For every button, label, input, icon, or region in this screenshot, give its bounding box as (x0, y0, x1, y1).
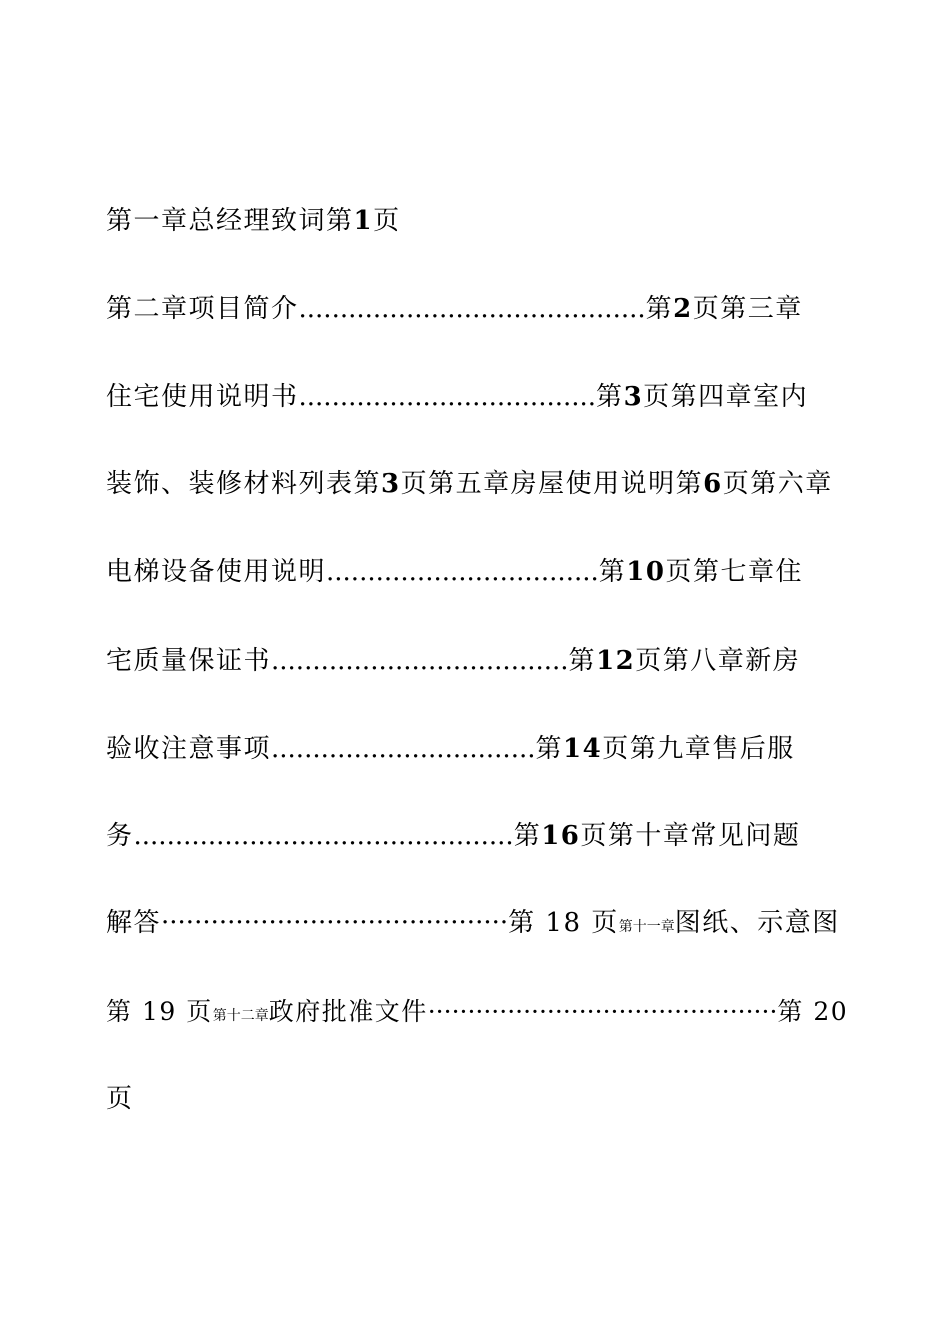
toc-segment: 页第七章住 (665, 557, 803, 587)
toc-line-11 (106, 1082, 134, 1116)
toc-segment: 第二章项目简介 (106, 294, 299, 324)
toc-line-5 (106, 555, 803, 589)
toc-segment: 第 (598, 557, 627, 587)
toc-segment: ................................ (271, 734, 536, 764)
toc-segment: 页第六章 (722, 469, 833, 499)
toc-segment: 页第三章 (692, 294, 803, 324)
toc-segment: 第 (513, 821, 542, 851)
toc-segment: 第 (535, 734, 563, 764)
toc-segment: 务 (106, 821, 134, 851)
toc-segment: 第 (568, 646, 597, 676)
toc-segment: 页第四章室内 (643, 382, 809, 412)
toc-line-4 (106, 467, 833, 501)
toc-segment: .......................................... (298, 294, 646, 324)
toc-segment: 电梯设备使用说明 (106, 557, 327, 587)
toc-segment: 第 (645, 294, 674, 324)
toc-segment: 页第八章新房 (635, 646, 801, 676)
toc-segment: 页 (373, 206, 401, 236)
toc-line-10 (106, 995, 848, 1033)
toc-segment: ................................. (326, 557, 599, 587)
toc-segment: 页第九章售后服 (602, 734, 795, 764)
toc-segment: 14 (563, 734, 603, 764)
toc-segment: 3 (381, 469, 401, 499)
toc-segment: ············································ (427, 997, 778, 1026)
toc-segment: 第 19 页 (106, 997, 213, 1026)
toc-segment: 6 (703, 469, 723, 499)
toc-segment: 10 (626, 557, 666, 587)
toc-segment: 第 20 (777, 997, 849, 1026)
toc-segment: .................................... (271, 646, 569, 676)
toc-segment: 验收注意事项 (106, 734, 272, 764)
toc-segment: 2 (673, 294, 693, 324)
toc-segment: 第 (596, 382, 624, 412)
toc-line-8 (106, 819, 800, 853)
toc-line-9 (106, 906, 840, 944)
toc-segment: 第十二章 (212, 1008, 269, 1024)
toc-line-7 (106, 732, 795, 766)
toc-segment: 页 (106, 1084, 134, 1114)
toc-segment: 装饰、装修材料列表第 (106, 469, 382, 499)
toc-line-2 (106, 292, 803, 326)
toc-segment: 政府批准文件 (268, 997, 428, 1026)
toc-segment: 12 (596, 646, 636, 676)
toc-line-6 (106, 644, 800, 678)
toc-segment: 第 18 页 (508, 908, 619, 938)
toc-segment: 住宅使用说明书 (106, 382, 299, 412)
toc-segment: .............................................. (133, 821, 514, 851)
toc-segment: 宅质量保证书 (106, 646, 272, 676)
toc-segment: 图纸、示意图 (674, 908, 840, 938)
toc-segment: 页第十章常见问题 (580, 821, 801, 851)
toc-segment: 解答 (106, 908, 162, 938)
toc-segment: 16 (541, 821, 581, 851)
toc-line-3 (106, 380, 808, 414)
toc-segment: 3 (623, 382, 644, 412)
toc-segment: .................................... (298, 382, 597, 412)
toc-segment: 页第五章房屋使用说明第 (400, 469, 704, 499)
toc-segment: 第一章总经理致词第 (106, 206, 354, 236)
toc-segment: ·········································· (161, 908, 509, 938)
toc-segment: 1 (353, 206, 374, 236)
toc-line-1 (106, 204, 401, 238)
toc-segment: 第十一章 (618, 919, 675, 935)
